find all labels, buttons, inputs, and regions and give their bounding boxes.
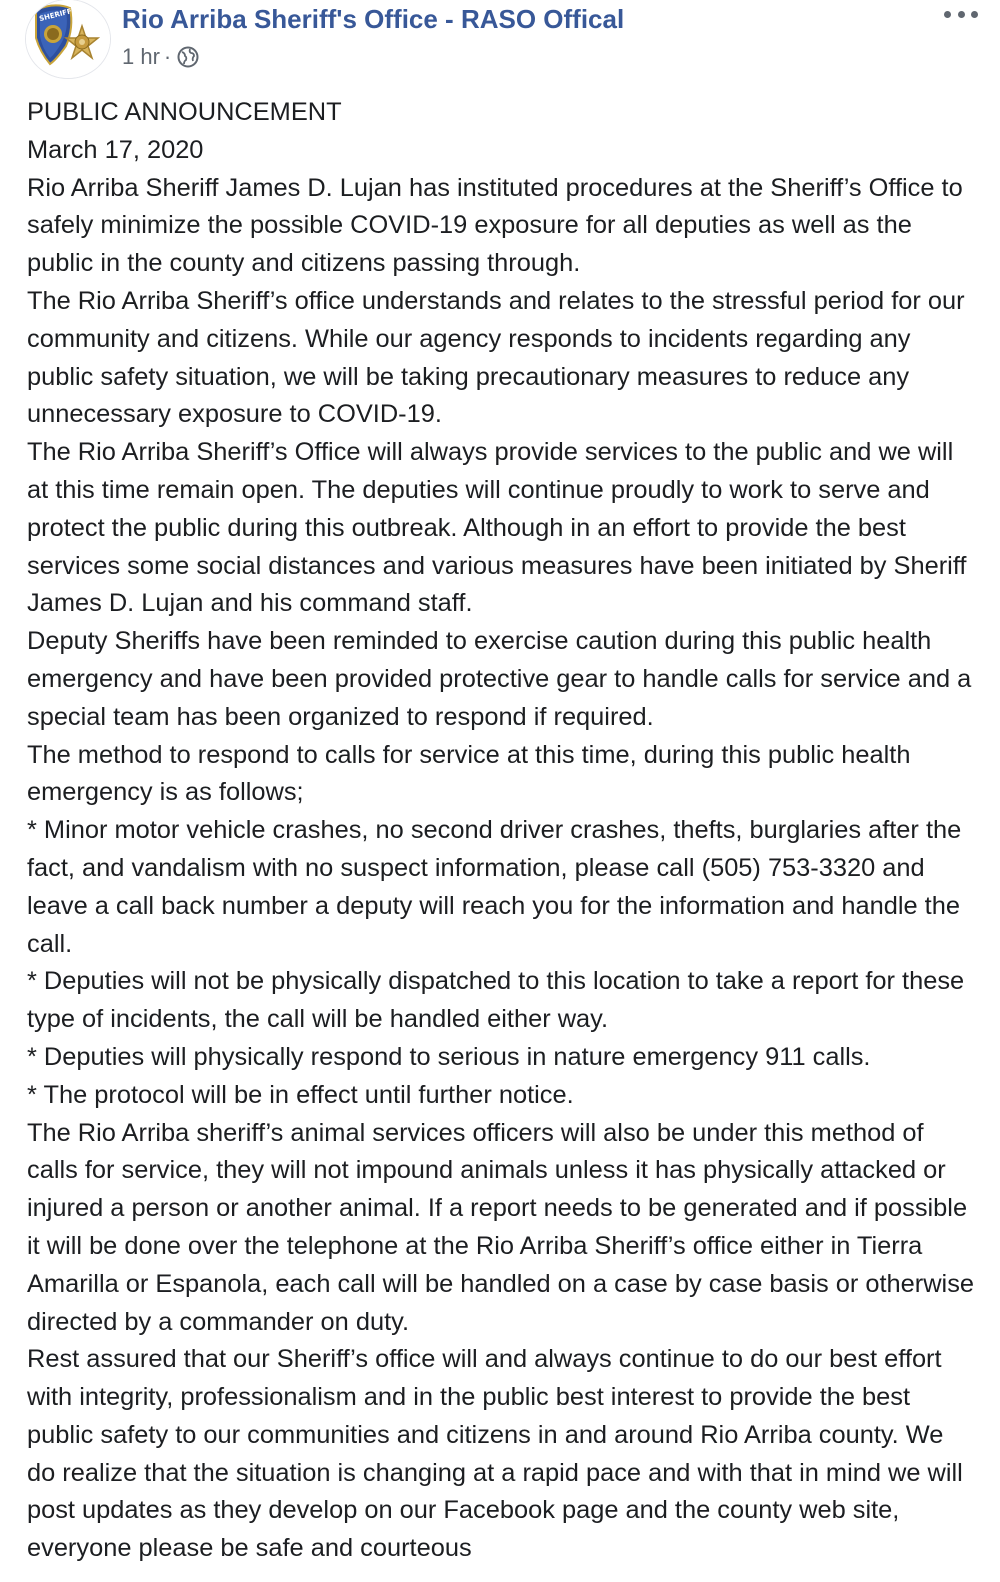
post-paragraph: PUBLIC ANNOUNCEMENT [27,98,342,126]
post-body [27,94,977,1568]
post-paragraph: Rest assured that our Sheriff’s office will and always continue to do our best effort with integrity, professionalism and in the public best interest to provide the best public safety to our communities and citizens in and around Rio Arriba county. We do realize that the situation is changing at a rapid pace and with that in mind we will post updates as they develop on our Facebook page and the county web site, everyone please be safe and courteous [27,1345,963,1563]
post-paragraph: The Rio Arriba Sheriff’s office understands and relates to the stressful period for our community and citizens. While our agency responds to incidents regarding any public safety situation, we will be taking precautionary measures to reduce any unnecessary exposure to COVID-19. [27,286,965,429]
post-meta [122,42,199,72]
badge-text: SHERIFF [38,7,73,24]
post-paragraph: Rio Arriba Sheriff James D. Lujan has instituted procedures at the Sheriff’s Office to safely minimize the possible COVID-19 exposure for all deputies as well as the public in the county and citizens passing through. [27,173,963,278]
more-options-icon[interactable] [944,4,978,24]
avatar[interactable] [26,0,110,78]
post-paragraph: * The protocol will be in effect until further notice. [27,1080,574,1109]
post-paragraph: * Deputies will not be physically dispatched to this location to take a report for these type of incidents, the call will be handled either way. [27,967,965,1034]
post-header [0,0,1000,90]
post-paragraph: The method to respond to calls for service at this time, during this public health emergency is as follows; [27,740,911,807]
post-paragraph: The Rio Arriba sheriff’s animal services officers will also be under this method of calls for service, they will not impound animals unless it has physically attacked or injured a person or another animal. If a report needs to be generated and if possible it will be done over the telephone at the Rio Arriba Sheriff’s office either in Tierra Amarilla or Espanola, each call will be handled on a case by case basis or otherwise directed by a commander on duty. [27,1118,975,1336]
meta-separator: · [163,44,172,69]
post-paragraph: * Minor motor vehicle crashes, no second driver crashes, thefts, burglaries after the fact, and vandalism with no suspect information, please call (505) 753-3320 and leave a call back number a deputy will reach you for the information and handle the call. [27,816,962,958]
timestamp-link[interactable]: 1 hr [122,44,160,69]
post-paragraph: * Deputies will physically respond to serious in nature emergency 911 calls. [27,1042,871,1071]
globe-icon[interactable] [177,46,199,68]
sheriff-badge-icon [26,0,110,78]
page-name-link[interactable]: Rio Arriba Sheriff's Office - RASO Offical [122,4,625,34]
post-paragraph: The Rio Arriba Sheriff’s Office will always provide services to the public and we will at this time remain open. The deputies will continue proudly to work to serve and protect the public during this outbreak. Although in an effort to provide the best services some social distances and various measures have been initiated by Sheriff James D. Lujan and his command staff. [27,438,967,618]
post-paragraph: March 17, 2020 [27,135,204,164]
post-paragraph: Deputy Sheriffs have been reminded to exercise caution during this public health emergency and have been provided protective gear to handle calls for service and a special team has been organized to respond if required. [27,627,972,731]
